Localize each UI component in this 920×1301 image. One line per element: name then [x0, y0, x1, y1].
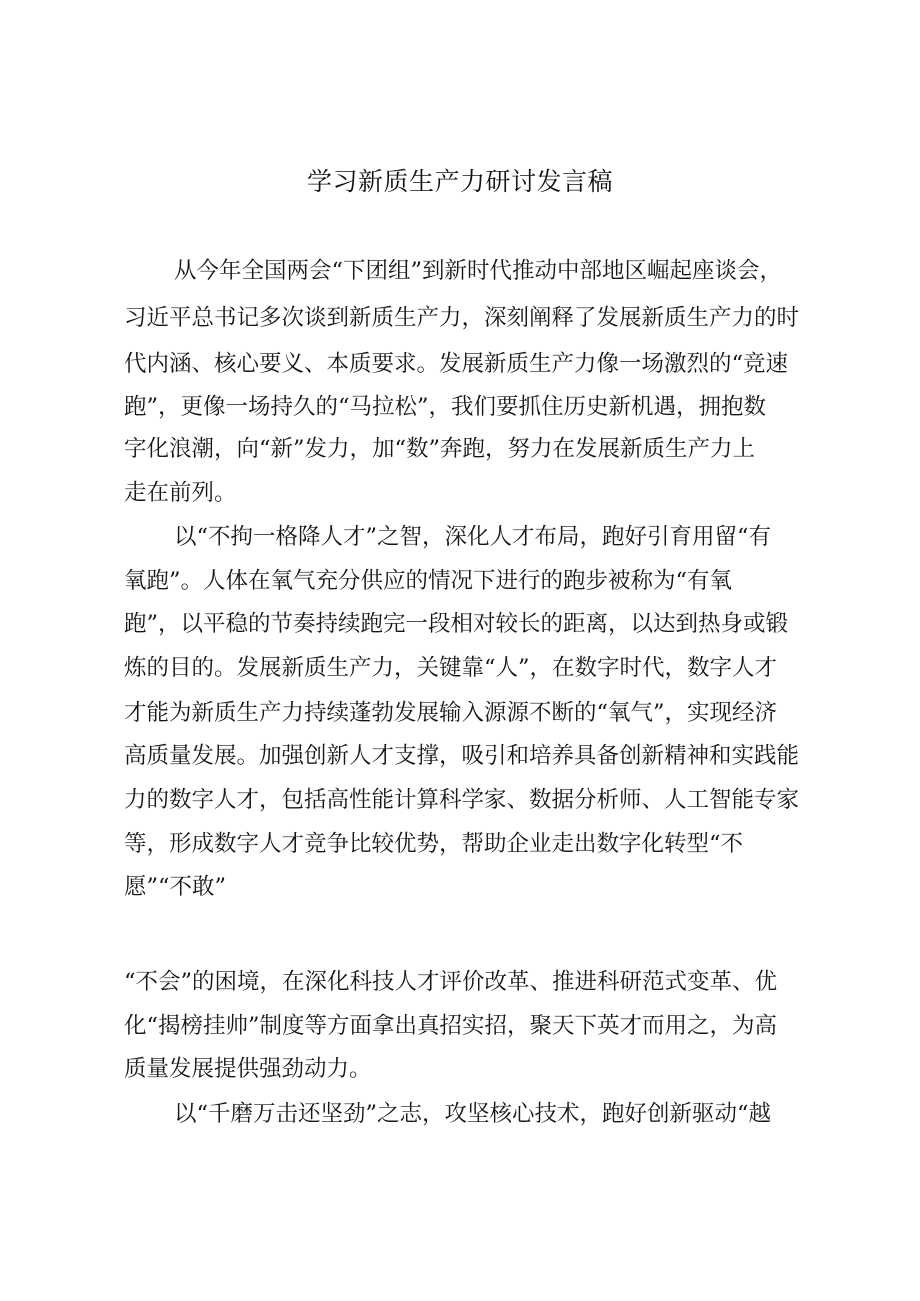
document-title: 学习新质生产力研讨发言稿	[306, 167, 613, 196]
paragraph-line: “不会”的困境，在深化科技人才评价改革、推进科研范式变革、优	[124, 969, 778, 995]
paragraph-line: 从今年全国两会“下团组”到新时代推动中部地区崛起座谈会，	[174, 258, 783, 284]
paragraph-line: 愿”“不敢”	[124, 874, 227, 900]
paragraph-line: 以“千磨万击还坚劲”之志，攻坚核心技术，跑好创新驱动“越	[174, 1101, 772, 1127]
paragraph-line: 等，形成数字人才竞争比较优势，帮助企业走出数字化转型“不	[124, 831, 744, 857]
paragraph-line: 以“不拘一格降人才”之智，深化人才布局，跑好引育用留“有	[174, 524, 772, 550]
paragraph-line: 代内涵、核心要义、本质要求。发展新质生产力像一场激烈的“竞速	[124, 351, 789, 377]
paragraph-line: 炼的目的。发展新质生产力，关键靠“人”，在数字时代，数字人才	[124, 655, 778, 681]
paragraph-line: 字化浪潮，向“新”发力，加“数”奔跑，努力在发展新质生产力上	[124, 436, 756, 462]
paragraph-line: 氧跑”。人体在氧气充分供应的情况下进行的跑步被称为“有氧	[124, 568, 733, 594]
paragraph-line: 走在前列。	[124, 480, 237, 506]
paragraph-line: 力的数字人才，包括高性能计算科学家、数据分析师、人工智能专家	[124, 787, 800, 813]
paragraph-line: 化“揭榜挂帅”制度等方面拿出真招实招，聚天下英才而用之，为高	[124, 1013, 778, 1039]
paragraph-line: 才能为新质生产力持续蓬勃发展输入源源不断的“氧气”，实现经济	[124, 700, 778, 726]
paragraph-line: 高质量发展。加强创新人才支撑，吸引和培养具备创新精神和实践能	[124, 743, 800, 769]
paragraph-line: 习近平总书记多次谈到新质生产力，深刻阐释了发展新质生产力的时	[124, 305, 800, 331]
paragraph-line: 跑”，以平稳的节奏持续跑完一段相对较长的距离，以达到热身或锻	[124, 611, 789, 637]
paragraph-line: 跑”，更像一场持久的“马拉松”，我们要抓住历史新机遇，拥抱数	[124, 394, 767, 420]
paragraph-line: 质量发展提供强劲动力。	[124, 1056, 372, 1082]
